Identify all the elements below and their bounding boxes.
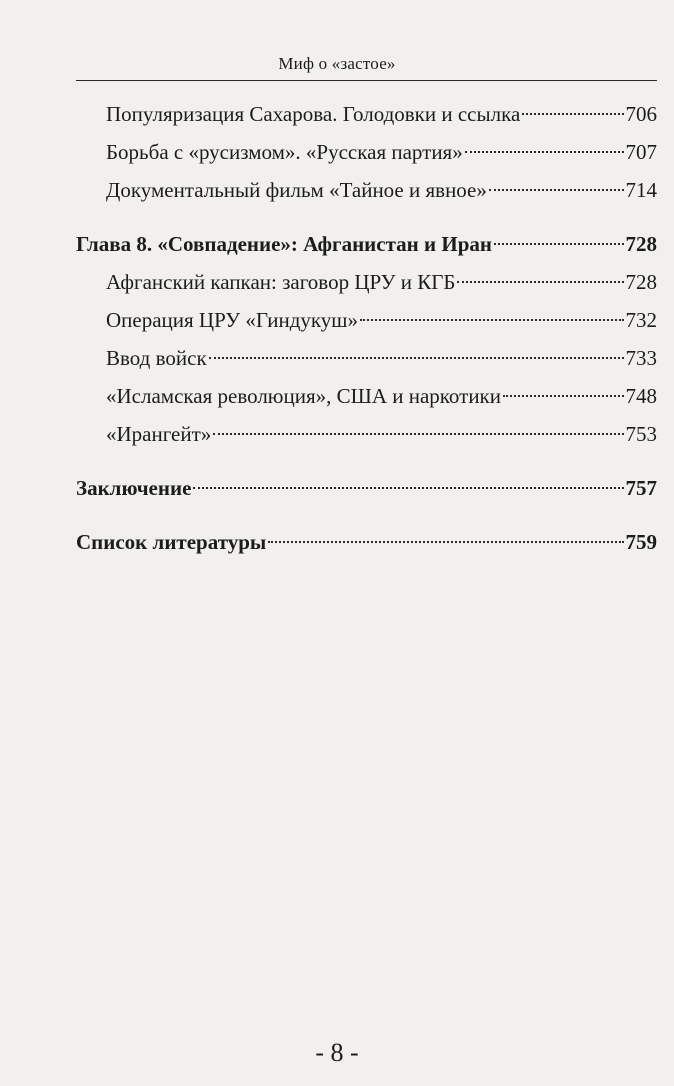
toc-entry <box>76 95 657 133</box>
toc-chapter-page: 728 <box>625 232 657 256</box>
toc-entry-page: 728 <box>625 270 657 294</box>
table-of-contents <box>76 95 657 561</box>
toc-chapter-page: 759 <box>625 530 657 554</box>
dot-leader <box>209 357 624 359</box>
toc-entry <box>76 301 657 339</box>
dot-leader <box>494 243 624 245</box>
dot-leader <box>503 395 623 397</box>
toc-entry-title: Борьба с «русизмом». «Русская партия» <box>106 140 463 164</box>
toc-chapter-page: 757 <box>625 476 657 500</box>
toc-entry <box>76 263 657 301</box>
dot-leader <box>360 319 624 321</box>
toc-entry-page: 733 <box>625 346 657 370</box>
toc-entry <box>76 415 657 453</box>
dot-leader <box>465 151 624 153</box>
page-number: - 8 - <box>315 1038 359 1067</box>
toc-entry-title: Документальный фильм «Тайное и явное» <box>106 178 487 202</box>
toc-chapter <box>76 225 657 263</box>
toc-entry-title: Ввод войск <box>106 346 207 370</box>
toc-entry <box>76 339 657 377</box>
toc-entry-title: Популяризация Сахарова. Голодовки и ссылка <box>106 102 521 126</box>
toc-chapter-title: Заключение <box>76 476 192 500</box>
toc-entry-title: «Исламская революция», США и наркотики <box>106 384 502 408</box>
toc-entry <box>76 377 657 415</box>
dot-leader <box>268 541 623 543</box>
toc-chapter-title: Глава 8. «Совпадение»: Афганистан и Иран <box>76 232 492 256</box>
toc-chapter-title: Список литературы <box>76 530 267 554</box>
dot-leader <box>213 433 623 435</box>
toc-chapter <box>76 523 657 561</box>
dot-leader <box>193 487 623 489</box>
dot-leader <box>489 189 624 191</box>
toc-entry <box>76 171 657 209</box>
toc-entry-page: 707 <box>625 140 657 164</box>
header-rule <box>76 80 657 81</box>
toc-entry-page: 753 <box>625 422 657 446</box>
toc-entry-title: Операция ЦРУ «Гиндукуш» <box>106 308 358 332</box>
toc-entry <box>76 133 657 171</box>
toc-chapter <box>76 469 657 507</box>
toc-entry-page: 748 <box>625 384 657 408</box>
running-head: Миф о «застое» <box>278 54 396 73</box>
toc-entry-page: 714 <box>625 178 657 202</box>
toc-entry-title: Афганский капкан: заговор ЦРУ и КГБ <box>106 270 456 294</box>
toc-entry-title: «Ирангейт» <box>106 422 212 446</box>
toc-entry-page: 732 <box>625 308 657 332</box>
dot-leader <box>522 113 623 115</box>
toc-entry-page: 706 <box>625 102 657 126</box>
dot-leader <box>457 281 623 283</box>
